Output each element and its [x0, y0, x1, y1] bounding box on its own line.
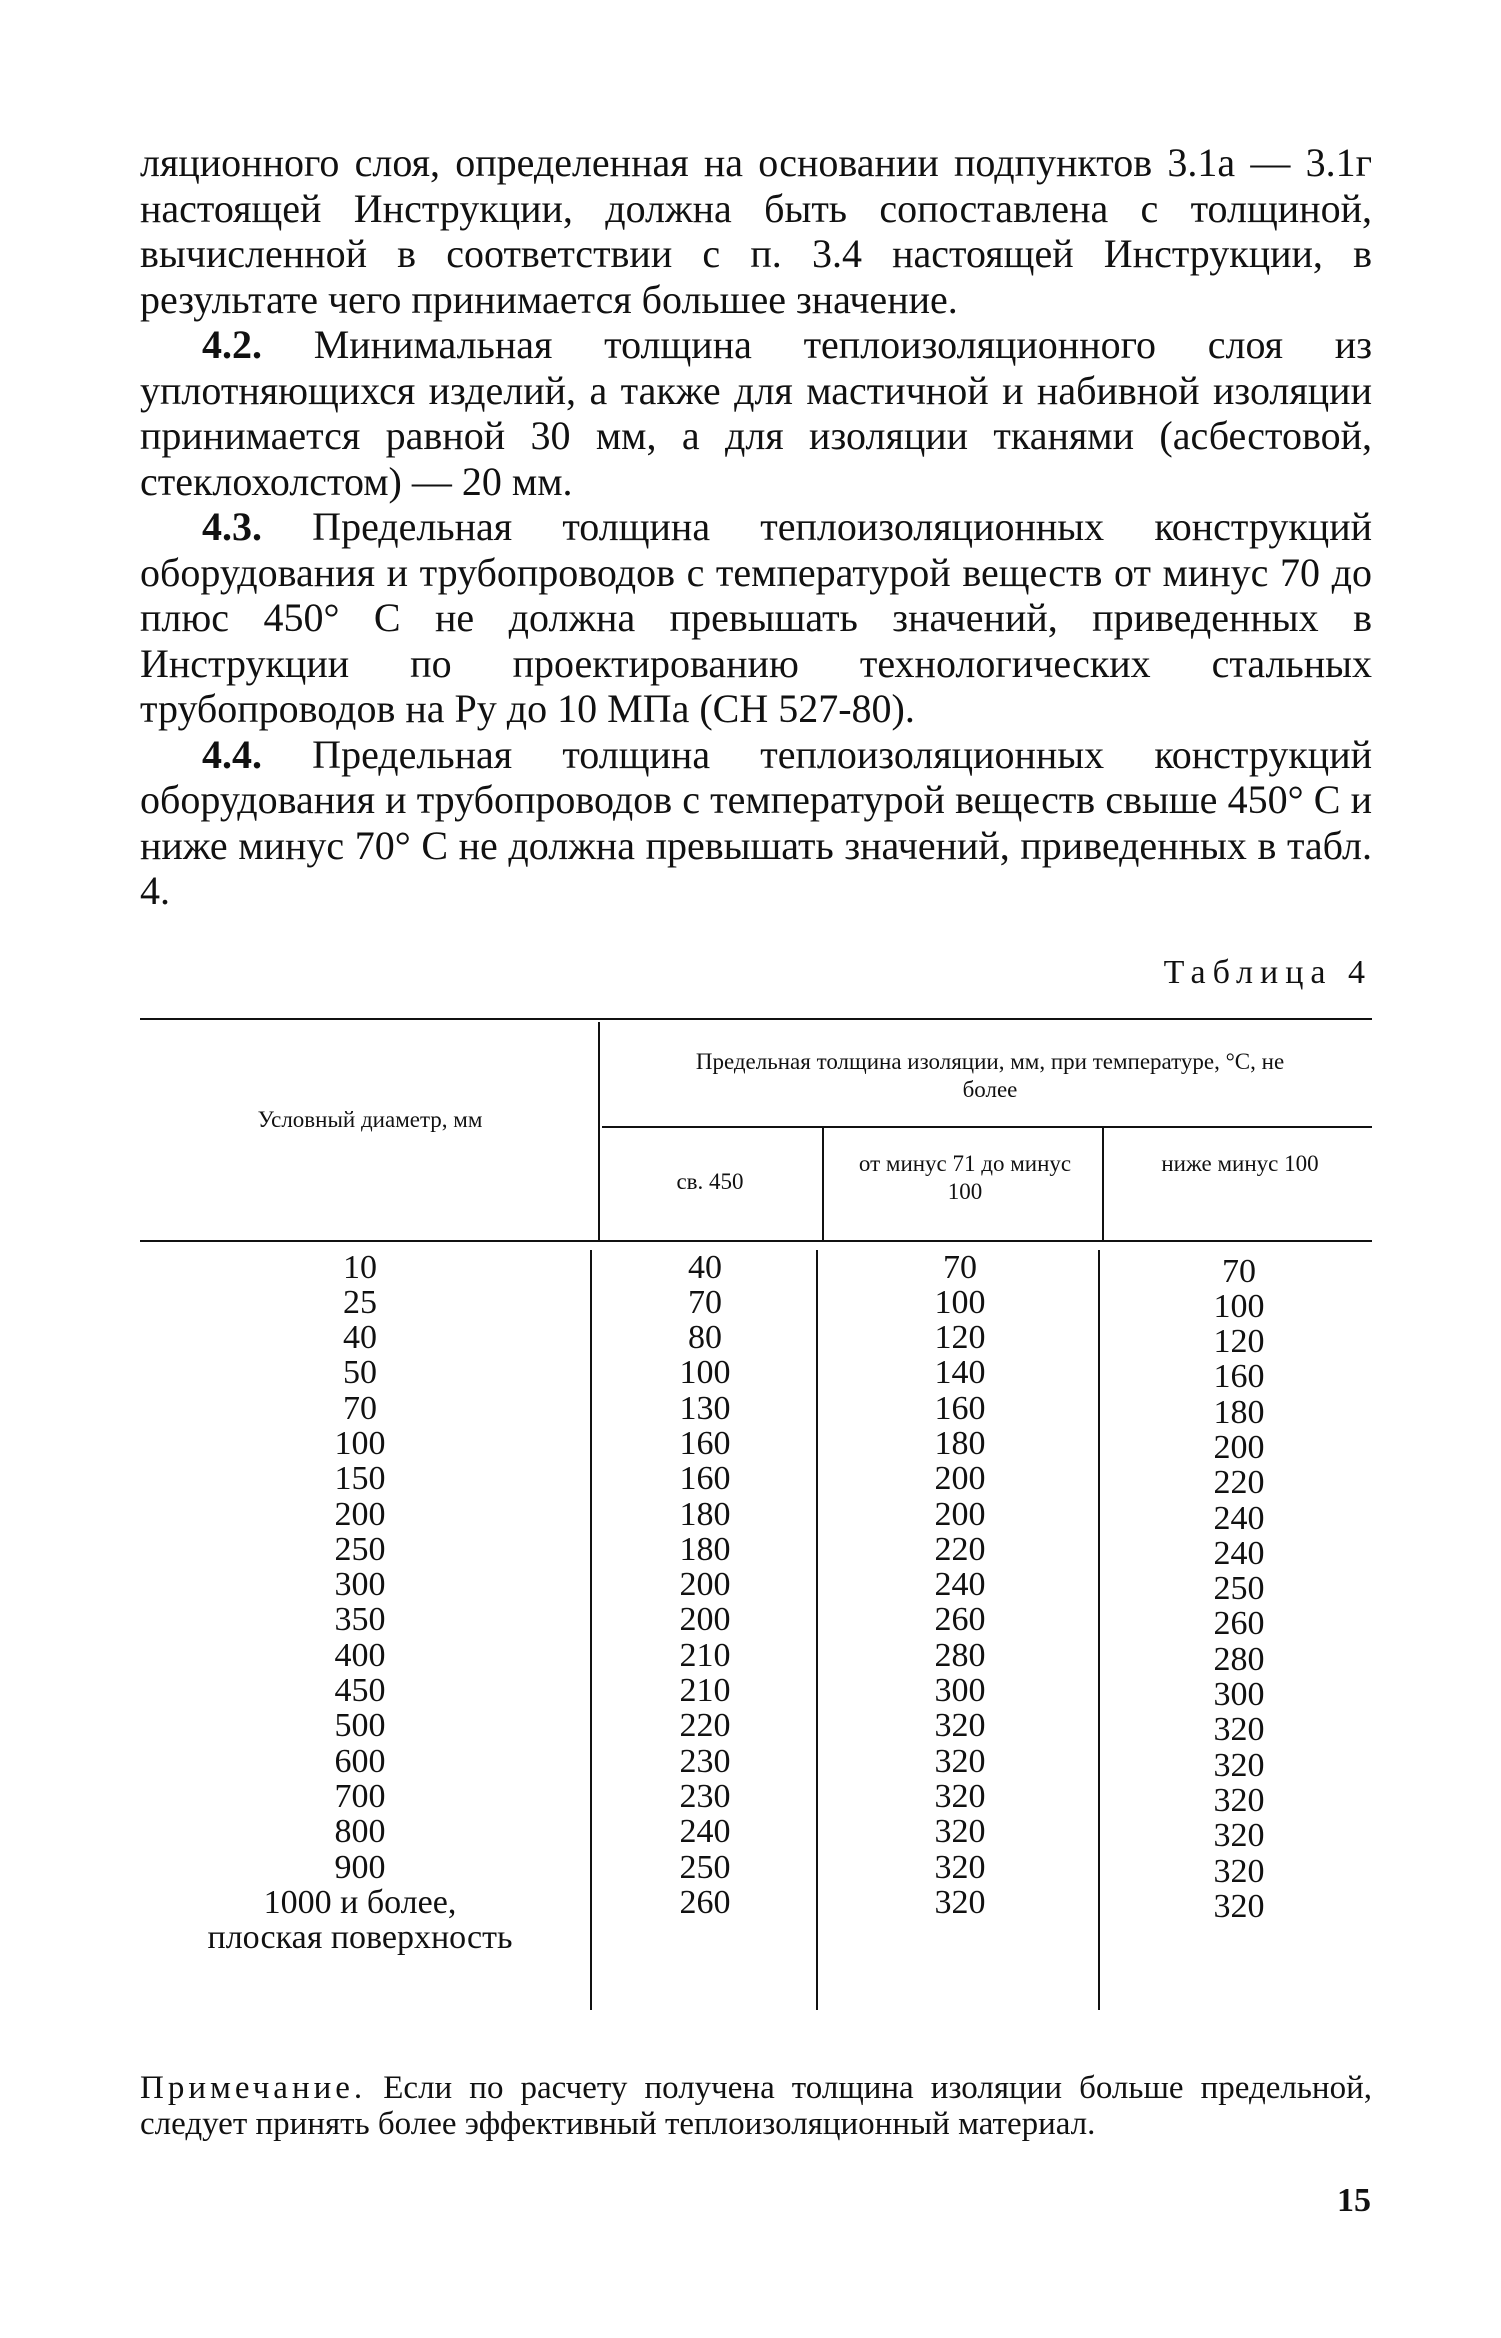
table-cell-value: 180: [679, 1530, 731, 1568]
table-cell-value: 240: [934, 1566, 986, 1604]
table-cell-diameter: плоская поверхность: [207, 1919, 513, 1957]
table-cell-value: 320: [1213, 1852, 1265, 1890]
table-cell-diameter: 70: [343, 1389, 377, 1427]
table-cell-value: 160: [934, 1389, 986, 1427]
table-cell-value: 100: [679, 1354, 731, 1392]
header-col-above-450: св. 450: [676, 1168, 744, 1194]
table-cell-value: 70: [688, 1283, 722, 1321]
table-cell-diameter: 400: [334, 1636, 386, 1674]
table-cell-diameter: 800: [334, 1813, 386, 1851]
table-cell-diameter: 700: [334, 1777, 386, 1815]
table-cell-diameter: 200: [334, 1495, 386, 1533]
table-cell-value: 320: [934, 1848, 986, 1886]
column-diameter: [140, 1250, 580, 1956]
table-cell-diameter: 450: [334, 1672, 386, 1710]
table-cell-diameter: 100: [334, 1424, 386, 1462]
column-minus-71-100: [826, 1250, 1094, 1921]
table-divider: [590, 1250, 592, 2010]
paragraph-text: Предельная толщина теплоизоляционных конструкций оборудования и трубопроводов с температурой веществ от минус 70 до плюс 450° С не должна превышать значений, приведенных в Инструкции по проектированию технологических стальных трубопроводов на Pу до 10 МПа (СН 527-80).: [140, 504, 1372, 731]
table-cell-value: 130: [679, 1389, 731, 1427]
table-cell-value: 320: [1213, 1887, 1265, 1925]
table-cell-value: 180: [1213, 1393, 1265, 1431]
table-cell-value: 70: [943, 1248, 977, 1286]
table-cell-value: 230: [679, 1777, 731, 1815]
paragraph-4-3: [140, 504, 1372, 732]
table-cell-value: 250: [1213, 1570, 1265, 1608]
table-divider: [816, 1250, 818, 2010]
table-cell-diameter: 900: [334, 1848, 386, 1886]
table-divider: [822, 1128, 824, 1240]
table-cell-value: 80: [688, 1319, 722, 1357]
table-cell-value: 40: [688, 1248, 722, 1286]
paragraph-4-4: [140, 732, 1372, 914]
table-cell-value: 200: [934, 1460, 986, 1498]
column-below-minus-100: [1106, 1254, 1372, 1925]
table-cell-value: 210: [679, 1636, 731, 1674]
table-cell-diameter: 300: [334, 1566, 386, 1604]
table-cell-diameter: 50: [343, 1354, 377, 1392]
table-divider: [1102, 1128, 1104, 1240]
table-cell-value: 70: [1222, 1252, 1256, 1290]
table-cell-value: 320: [934, 1777, 986, 1815]
note-text: Если по расчету получена толщина изоляции больше предельной, следует принять более эффективный теплоизоляционный материал.: [140, 2070, 1372, 2142]
table-cell-diameter: 25: [343, 1283, 377, 1321]
table-cell-value: 260: [679, 1883, 731, 1921]
table-cell-value: 120: [1213, 1323, 1265, 1361]
table-cell-value: 240: [1213, 1534, 1265, 1572]
table-cell-value: 180: [679, 1495, 731, 1533]
header-diameter: Условный диаметр, мм: [257, 1106, 483, 1132]
table-cell-value: 180: [934, 1424, 986, 1462]
table-cell-value: 260: [1213, 1605, 1265, 1643]
column-above-450: [600, 1250, 810, 1921]
table-group-rule: [602, 1126, 1372, 1128]
table-cell-value: 220: [1213, 1464, 1265, 1502]
table-cell-value: 160: [679, 1424, 731, 1462]
table-cell-value: 250: [679, 1848, 731, 1886]
table-cell-value: 210: [679, 1672, 731, 1710]
paragraph-continuation: ляционного слоя, определенная на основании подпунктов 3.1а — 3.1г настоящей Инструкции, должна быть сопоставлена с толщиной, вычисленной в соответствии с п. 3.4 настоящей Инструкции, в результате чего принимается большее значение.: [140, 140, 1372, 322]
table-cell-diameter: 1000 и более,: [263, 1883, 457, 1921]
table-cell-value: 230: [679, 1742, 731, 1780]
table-cell-value: 320: [934, 1742, 986, 1780]
table-cell-value: 260: [934, 1601, 986, 1639]
page-content: [140, 140, 1372, 2142]
table-cell-value: 200: [679, 1601, 731, 1639]
table-4: [140, 1018, 1372, 2038]
table-caption: Таблица 4: [1163, 953, 1372, 991]
table-cell-value: 200: [679, 1566, 731, 1604]
table-cell-diameter: 500: [334, 1707, 386, 1745]
table-cell-diameter: 250: [334, 1530, 386, 1568]
table-cell-value: 220: [679, 1707, 731, 1745]
table-cell-value: 140: [934, 1354, 986, 1392]
table-cell-value: 320: [1213, 1746, 1265, 1784]
table-cell-diameter: 350: [334, 1601, 386, 1639]
table-cell-value: 320: [1213, 1817, 1265, 1855]
paragraph-text: Предельная толщина теплоизоляционных конструкций оборудования и трубопроводов с температурой веществ свыше 450° С и ниже минус 70° С не должна превышать значений, приведенных в табл. 4.: [140, 731, 1372, 913]
table-cell-value: 120: [934, 1319, 986, 1357]
header-col-below-minus-100: ниже минус 100: [1161, 1150, 1319, 1176]
paragraph-number: 4.3.: [202, 504, 262, 549]
paragraph-number: 4.2.: [202, 322, 262, 367]
table-top-rule: [140, 1018, 1372, 1020]
note-label: Примечание.: [140, 2070, 367, 2106]
paragraph-text: Минимальная толщина теплоизоляционного слоя из уплотняющихся изделий, а также для мастичной и набивной изоляции принимается равной 30 мм, а для изоляции тканями (асбестовой, стеклохолстом) — 20 мм.: [140, 322, 1372, 504]
table-cell-value: 320: [934, 1813, 986, 1851]
table-cell-value: 200: [1213, 1428, 1265, 1466]
table-divider: [598, 1022, 600, 1240]
table-cell-value: 240: [1213, 1499, 1265, 1537]
table-cell-value: 160: [1213, 1358, 1265, 1396]
table-cell-value: 300: [1213, 1676, 1265, 1714]
paragraph-number: 4.4.: [202, 731, 262, 777]
table-cell-value: 100: [1213, 1287, 1265, 1325]
table-cell-value: 200: [934, 1495, 986, 1533]
header-col-minus-71-100: от минус 71 до минус 100: [858, 1150, 1072, 1204]
table-divider: [1098, 1250, 1100, 2010]
table-note: [140, 2070, 1372, 2142]
table-cell-value: 320: [1213, 1711, 1265, 1749]
table-cell-value: 160: [679, 1460, 731, 1498]
table-cell-diameter: 40: [343, 1319, 377, 1357]
table-cell-diameter: 10: [343, 1248, 377, 1286]
table-cell-value: 100: [934, 1283, 986, 1321]
paragraph-4-2: [140, 322, 1372, 504]
table-cell-value: 320: [1213, 1781, 1265, 1819]
table-cell-value: 280: [1213, 1640, 1265, 1678]
table-cell-diameter: 600: [334, 1742, 386, 1780]
table-cell-value: 280: [934, 1636, 986, 1674]
table-cell-value: 300: [934, 1672, 986, 1710]
table-cell-value: 240: [679, 1813, 731, 1851]
table-cell-value: 220: [934, 1530, 986, 1568]
table-header-rule: [140, 1240, 1372, 1242]
table-cell-diameter: 150: [334, 1460, 386, 1498]
header-group: Предельная толщина изоляции, мм, при температуре, °С, не более: [695, 1048, 1285, 1102]
table-cell-value: 320: [934, 1707, 986, 1745]
page-number: 15: [1337, 2182, 1371, 2219]
table-cell-value: 320: [934, 1883, 986, 1921]
